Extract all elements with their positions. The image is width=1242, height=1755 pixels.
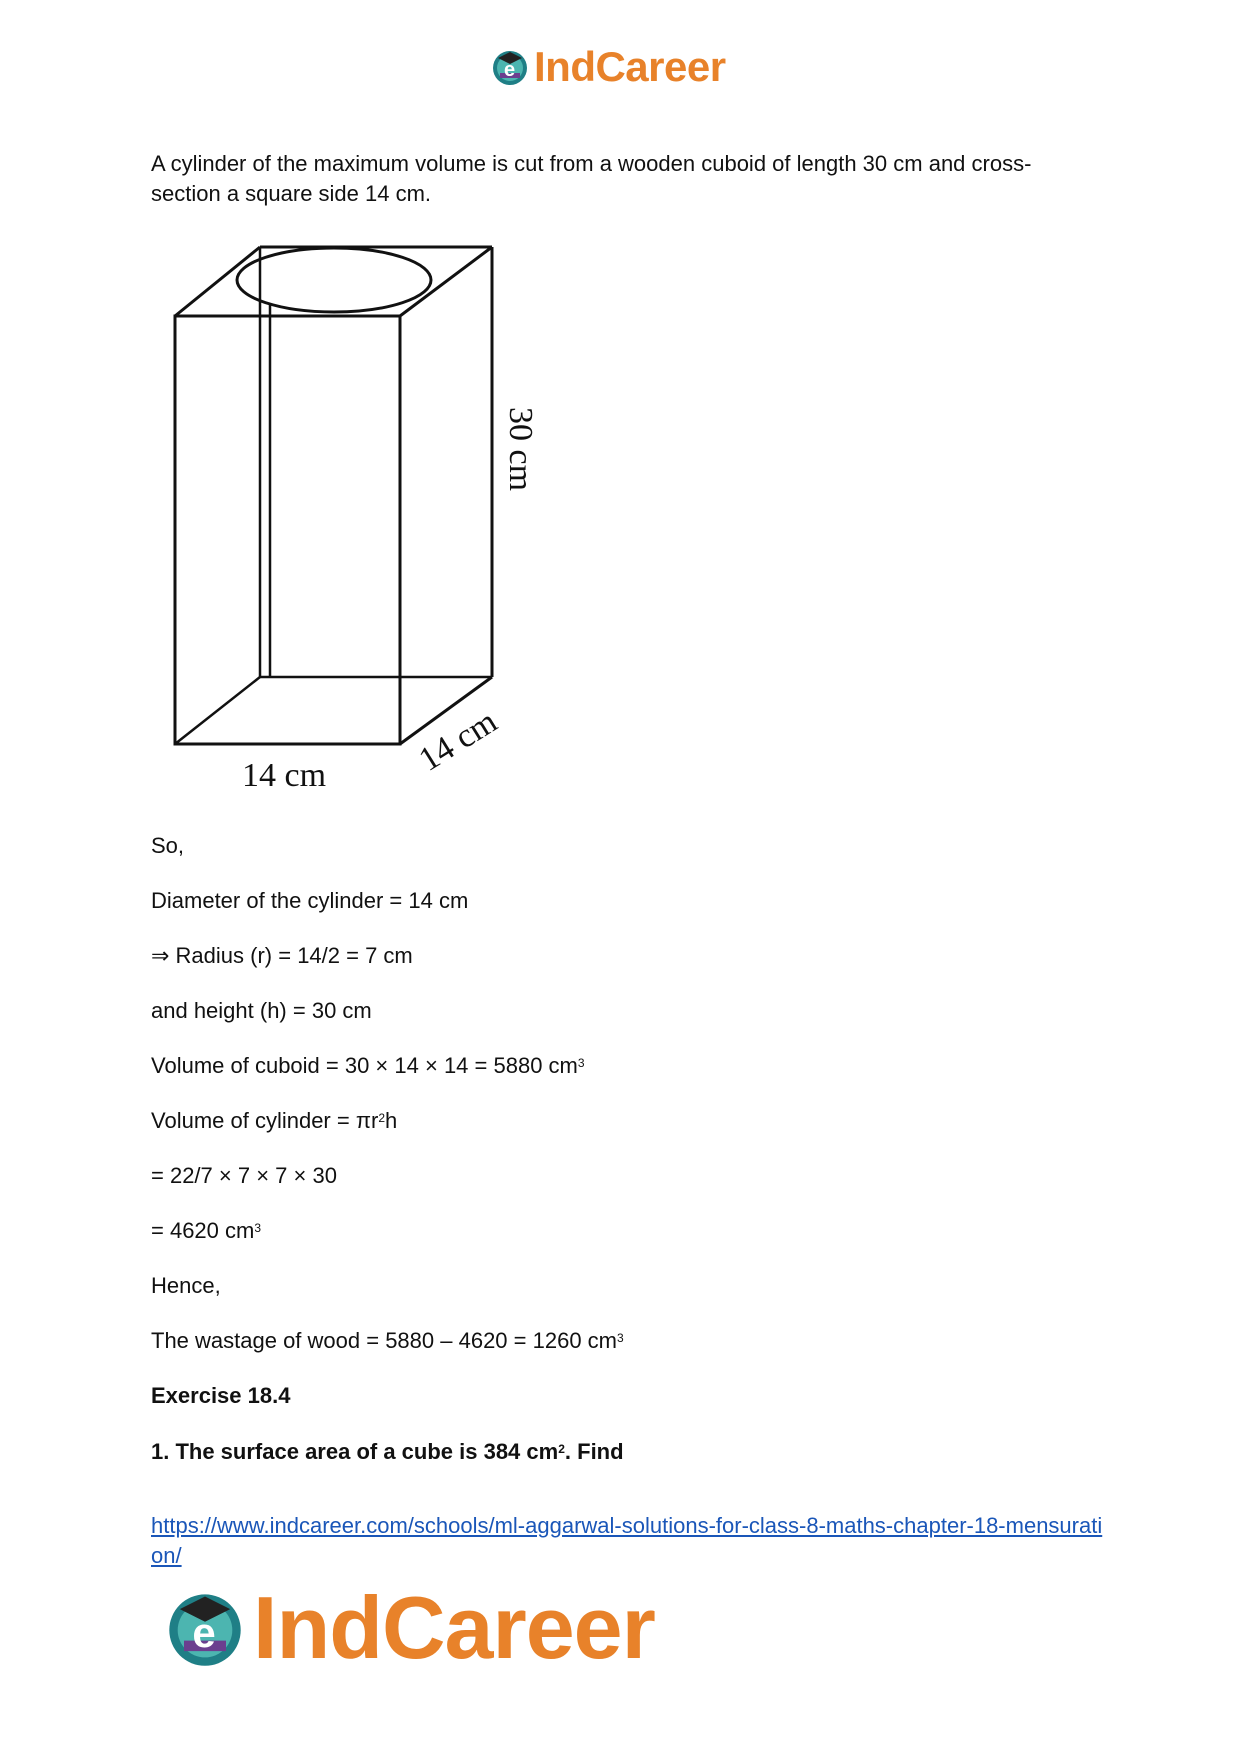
q1-tail: . Find xyxy=(564,1439,624,1464)
wastage-text: The wastage of wood = 5880 – 4620 = 1260 cm xyxy=(151,1328,617,1353)
solution-wastage xyxy=(151,1326,624,1356)
vol-cuboid-sup: 3 xyxy=(577,1056,585,1070)
vol-cyl-text: Volume of cylinder = πr xyxy=(151,1108,379,1133)
bottom-width-label: 14 cm xyxy=(242,757,327,792)
footer-logo xyxy=(163,1577,655,1679)
solution-step1: = 22/7 × 7 × 7 × 30 xyxy=(151,1163,337,1188)
vol-cuboid-text: Volume of cuboid = 30 × 14 × 14 = 5880 cm xyxy=(151,1053,578,1078)
svg-text:e: e xyxy=(192,1608,216,1656)
svg-text:e: e xyxy=(504,59,516,81)
cuboid-cylinder-figure xyxy=(160,232,560,792)
solution-height: and height (h) = 30 cm xyxy=(151,998,372,1023)
solution-diameter: Diameter of the cylinder = 14 cm xyxy=(151,888,469,913)
header-logo xyxy=(490,44,726,90)
step2-text: = 4620 cm xyxy=(151,1218,255,1243)
step2-sup: 3 xyxy=(254,1221,262,1235)
solution-radius: ⇒ Radius (r) = 14/2 = 7 cm xyxy=(151,943,413,968)
solution-volume-cylinder xyxy=(151,1106,397,1136)
exercise-title: Exercise 18.4 xyxy=(151,1383,291,1408)
q1-sup: 2 xyxy=(558,1442,565,1456)
header-logo-text: IndCareer xyxy=(534,43,726,90)
cylinder-top-ellipse xyxy=(237,248,431,312)
indcareer-footer-logo-icon xyxy=(163,1586,247,1670)
intro-paragraph: A cylinder of the maximum volume is cut from a wooden cuboid of length 30 cm and cross-section a square side 14 cm. xyxy=(151,151,1032,206)
indcareer-logo-icon xyxy=(490,47,530,87)
vol-cyl-tail: h xyxy=(385,1108,398,1133)
source-link[interactable]: https://www.indcareer.com/schools/ml-aggarwal-solutions-for-class-8-maths-chapter-18-mensuration/ xyxy=(151,1513,1103,1568)
q1-text: 1. The surface area of a cube is 384 cm xyxy=(151,1439,559,1464)
exercise-question-1 xyxy=(151,1437,624,1467)
vol-cyl-sup: 2 xyxy=(378,1111,386,1125)
cuboid-front-face xyxy=(175,316,400,744)
footer-logo-text: IndCareer xyxy=(253,1578,655,1677)
wastage-sup: 3 xyxy=(617,1331,624,1345)
solution-so: So, xyxy=(151,833,185,858)
solution-hence: Hence, xyxy=(151,1273,221,1298)
height-label: 30 cm xyxy=(502,407,539,492)
solution-step2 xyxy=(151,1216,261,1246)
depth-label: 14 cm xyxy=(412,702,504,779)
solution-volume-cuboid xyxy=(151,1051,585,1081)
